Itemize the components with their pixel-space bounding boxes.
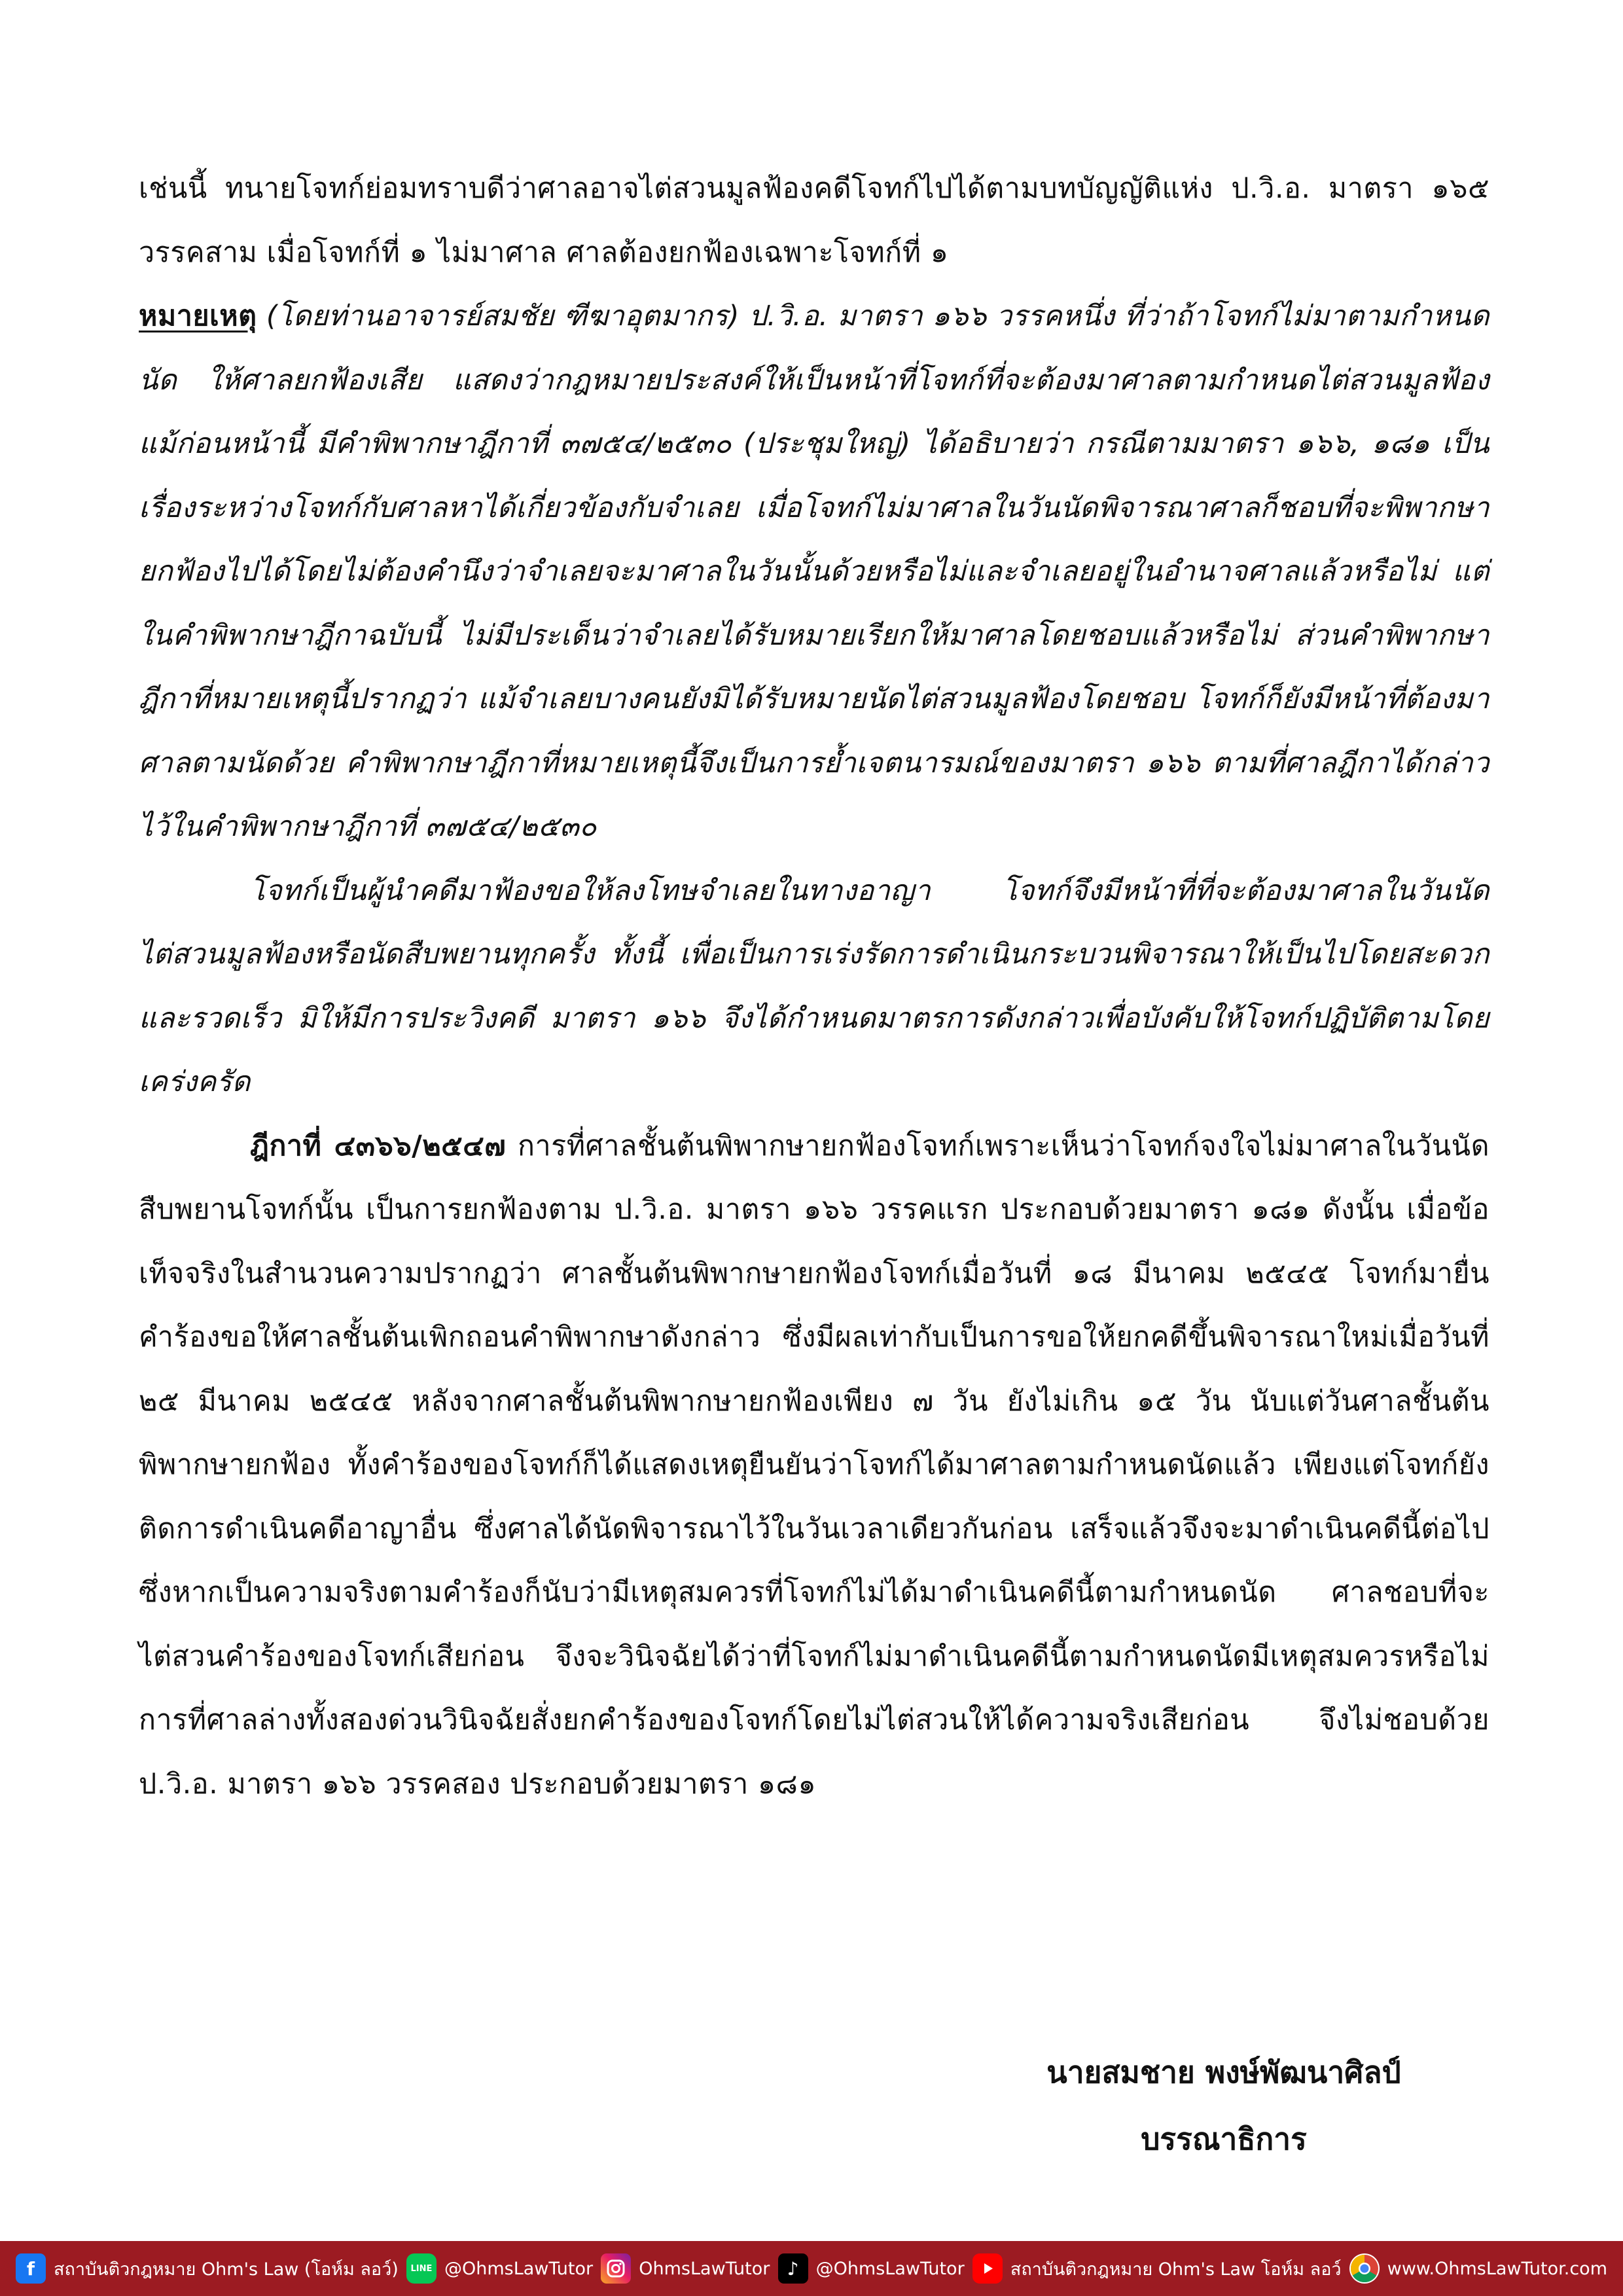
paragraph-text: โจทก์เป็นผู้นำคดีมาฟ้องขอให้ลงโทษจำเลยในทางอาญา โจทก์จึงมีหน้าที่ที่จะต้องมาศาลในวันนัดไต่สวนมูลฟ้องหรือนัดสืบพยานทุกครั้ง ทั้งนี้ เพื่อเป็นการเร่งรัดการดำเนินกระบวนพิจารณาให้เป็นไปโดยสะดวกและรวดเร็ว มิให้มีการประวิงคดี มาตรา ๑๖๖ จึงได้กำหนดมาตรการดังกล่าวเพื่อบังคับให้โจทก์ปฏิบัติตามโดยเคร่งครัด (139, 874, 1489, 1098)
paragraph-ruling-excerpt (139, 157, 1489, 285)
footer-website-link[interactable] (1349, 2253, 1607, 2284)
chrome-icon (1349, 2253, 1380, 2284)
instagram-icon (601, 2253, 631, 2284)
signature-name: นายสมชาย พงษ์พัฒนาศิลป์ (1046, 2054, 1401, 2090)
footer-label: @OhmsLawTutor (815, 2258, 965, 2279)
dika-label: ฎีกาที่ ๔๓๖๖/๒๕๔๗ (250, 1129, 507, 1162)
line-icon: LINE (406, 2253, 437, 2284)
footer-label: OhmsLawTutor (639, 2258, 770, 2279)
youtube-icon (972, 2253, 1003, 2284)
footer-tiktok-link[interactable] (778, 2253, 965, 2284)
footer-label: @OhmsLawTutor (444, 2258, 594, 2279)
facebook-icon: f (16, 2253, 46, 2284)
document-body (139, 157, 1489, 1816)
paragraph-text: เช่นนี้ ทนายโจทก์ย่อมทราบดีว่าศาลอาจไต่สวนมูลฟ้องคดีโจทก์ไปได้ตามบทบัญญัติแห่ง ป.วิ.อ. มาตรา ๑๖๕ วรรคสาม เมื่อโจทก์ที่ ๑ ไม่มาศาล ศาลต้องยกฟ้องเฉพาะโจทก์ที่ ๑ (139, 172, 1489, 269)
footer-youtube-link[interactable] (972, 2253, 1342, 2284)
footer-bar (0, 2241, 1623, 2296)
dika-body: การที่ศาลชั้นต้นพิพากษายกฟ้องโจทก์เพราะเห็นว่าโจทก์จงใจไม่มาศาลในวันนัดสืบพยานโจทก์นั้น เป็นการยกฟ้องตาม ป.วิ.อ. มาตรา ๑๖๖ วรรคแรก ประกอบด้วยมาตรา ๑๘๑ ดังนั้น เมื่อข้อเท็จจริงในสำนวนความปรากฏว่า ศาลชั้นต้นพิพากษายกฟ้องโจทก์เมื่อวันที่ ๑๘ มีนาคม ๒๕๔๕ โจทก์มายื่นคำร้องขอให้ศาลชั้นต้นเพิกถอนคำพิพากษาดังกล่าว ซึ่งมีผลเท่ากับเป็นการขอให้ยกคดีขึ้นพิจารณาใหม่เมื่อวันที่ ๒๕ มีนาคม ๒๕๔๕ หลังจากศาลชั้นต้นพิพากษายกฟ้องเพียง ๗ วัน ยังไม่เกิน ๑๕ วัน นับแต่วันศาลชั้นต้น พิพากษายกฟ้อง ทั้งคำร้องของโจทก์ก็ได้แสดงเหตุยืนยันว่าโจทก์ได้มาศาลตามกำหนดนัดแล้ว เพียงแต่โจทก์ยังติดการดำเนินคดีอาญาอื่น ซึ่งศาลได้นัดพิจารณาไว้ในวันเวลาเดียวกันก่อน เสร็จแล้วจึงจะมาดำเนินคดีนี้ต่อไป ซึ่งหากเป็นความจริงตามคำร้องก็นับว่ามีเหตุสมควรที่โจทก์ไม่ได้มาดำเนินคดีนี้ตามกำหนดนัด ศาลชอบที่จะไต่สวนคำร้องของโจทก์เสียก่อน จึงจะวินิจฉัยได้ว่าที่โจทก์ไม่มาดำเนินคดีนี้ตามกำหนดนัดมีเหตุสมควรหรือไม่ การที่ศาลล่างทั้งสองด่วนวินิจฉัยสั่งยกคำร้องของโจทก์โดยไม่ไต่สวนให้ได้ความจริงเสียก่อน จึงไม่ชอบด้วย ป.วิ.อ. มาตรา ๑๖๖ วรรคสอง ประกอบด้วยมาตรา ๑๘๑ (139, 1129, 1489, 1801)
footer-facebook-link[interactable] (16, 2253, 399, 2284)
footer-label: www.OhmsLawTutor.com (1387, 2258, 1607, 2279)
note-label: หมายเหตุ (139, 300, 257, 332)
tiktok-icon: ♪ (778, 2253, 808, 2284)
paragraph-note (139, 285, 1489, 859)
note-body: (โดยท่านอาจารย์สมชัย ฑีฆาอุตมากร) ป.วิ.อ. มาตรา ๑๖๖ วรรคหนึ่ง ที่ว่าถ้าโจทก์ไม่มาตามกำหนดนัด ให้ศาลยกฟ้องเสีย แสดงว่ากฎหมายประสงค์ให้เป็นหน้าที่โจทก์ที่จะต้องมาศาลตามกำหนดไต่สวนมูลฟ้อง แม้ก่อนหน้านี้ มีคำพิพากษาฎีกาที่ ๓๗๕๔/๒๕๓๐ (ประชุมใหญ่) ได้อธิบายว่า กรณีตามมาตรา ๑๖๖, ๑๘๑ เป็นเรื่องระหว่างโจทก์กับศาลหาได้เกี่ยวข้องกับจำเลย เมื่อโจทก์ไม่มาศาลในวันนัดพิจารณาศาลก็ชอบที่จะพิพากษายกฟ้องไปได้โดยไม่ต้องคำนึงว่าจำเลยจะมาศาลในวันนั้นด้วยหรือไม่และจำเลยอยู่ในอำนาจศาลแล้วหรือไม่ แต่ในคำพิพากษาฎีกาฉบับนี้ ไม่มีประเด็นว่าจำเลยได้รับหมายเรียกให้มาศาลโดยชอบแล้วหรือไม่ ส่วนคำพิพากษาฎีกาที่หมายเหตุนี้ปรากฏว่า แม้จำเลยบางคนยังมิได้รับหมายนัดไต่สวนมูลฟ้องโดยชอบ โจทก์ก็ยังมีหน้าที่ต้องมาศาลตามนัดด้วย คำพิพากษาฎีกาที่หมายเหตุนี้จึงเป็นการย้ำเจตนารมณ์ของมาตรา ๑๖๖ ตามที่ศาลฎีกาได้กล่าวไว้ในคำพิพากษาฎีกาที่ ๓๗๕๔/๒๕๓๐ (139, 300, 1489, 843)
paragraph-dika-4366 (139, 1115, 1489, 1817)
footer-label: สถาบันติวกฎหมาย Ohm's Law (โอห์ม ลอว์) (54, 2259, 399, 2280)
paragraph-plaintiff-duty (139, 859, 1489, 1115)
signature-title: บรรณาธิการ (1141, 2121, 1307, 2157)
signature-block (1008, 2039, 1440, 2172)
footer-instagram-link[interactable] (601, 2253, 770, 2284)
footer-line-link[interactable] (406, 2253, 593, 2284)
footer-label: สถาบันติวกฎหมาย Ohm's Law โอห์ม ลอว์ (1010, 2259, 1342, 2280)
